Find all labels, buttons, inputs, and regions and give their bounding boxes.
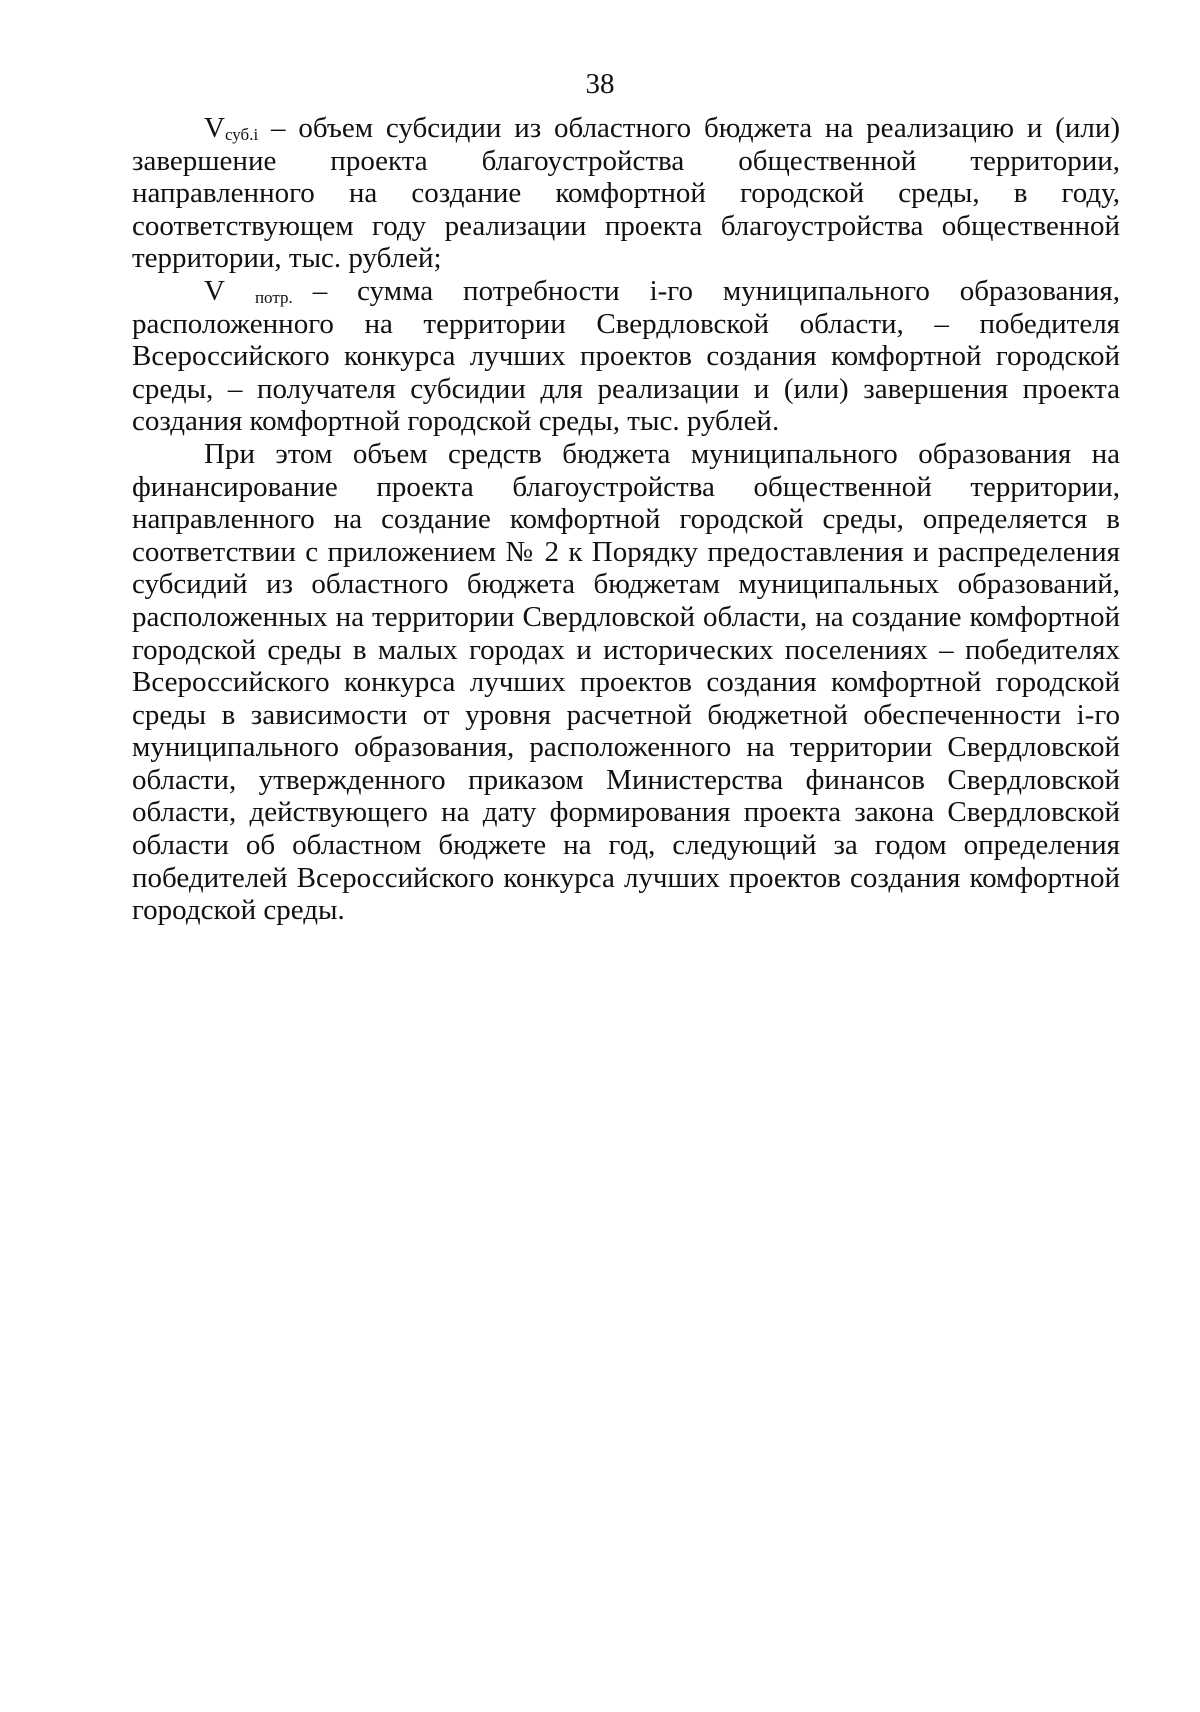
paragraph-subsidy-volume [132,112,1120,275]
subscript-subsidy: суб.i [224,125,259,144]
paragraph-need-text: – сумма потребности i-го муниципального образования, расположенного на территории Свердловской области, – победителя Всероссийского конкурса лучших проектов создания комфортной городской среды, – получателя субсидии для реализации и (или) завершения проекта создания комфортной городской среды, тыс. рублей. [132,274,1120,438]
symbol-v-need: V [204,274,225,307]
paragraph-municipal-budget [132,438,1120,927]
paragraph-municipal-budget-text: При этом объем средств бюджета муниципального образования на финансирование проекта благоустройства общественной территории, направленного на создание комфортной городской среды, определяется в соответствии с приложением № 2 к Порядку предоставления и распределения субсидий из областного бюджета бюджетам муниципальных образований, расположенных на территории Свердловской области, на создание комфортной городской среды в малых городах и исторических поселениях – победителях Всероссийского конкурса лучших проектов создания комфортной городской среды в зависимости от уровня расчетной бюджетной обеспеченности i-го муниципального образования, расположенного на территории Свердловской области, утвержденного приказом Министерства финансов Свердловской области, действующего на дату формирования проекта закона Свердловской области об областном бюджете на год, следующий за годом определения победителей Всероссийского конкурса лучших проектов создания комфортной городской среды. [132,437,1120,927]
subscript-need: потр. [254,287,293,307]
symbol-v-subsidy: V [204,112,225,144]
paragraph-subsidy-text: – объем субсидии из областного бюджета на реализацию и (или) завершение проекта благоустройства общественной территории, направленного на создание комфортной городской среды, в году, соответствующем году реализации проекта благоустройства общественной территории, тыс. рублей; [132,112,1120,275]
document-body [132,112,1120,927]
paragraph-need-amount [132,275,1120,438]
page-number: 38 [585,68,615,100]
